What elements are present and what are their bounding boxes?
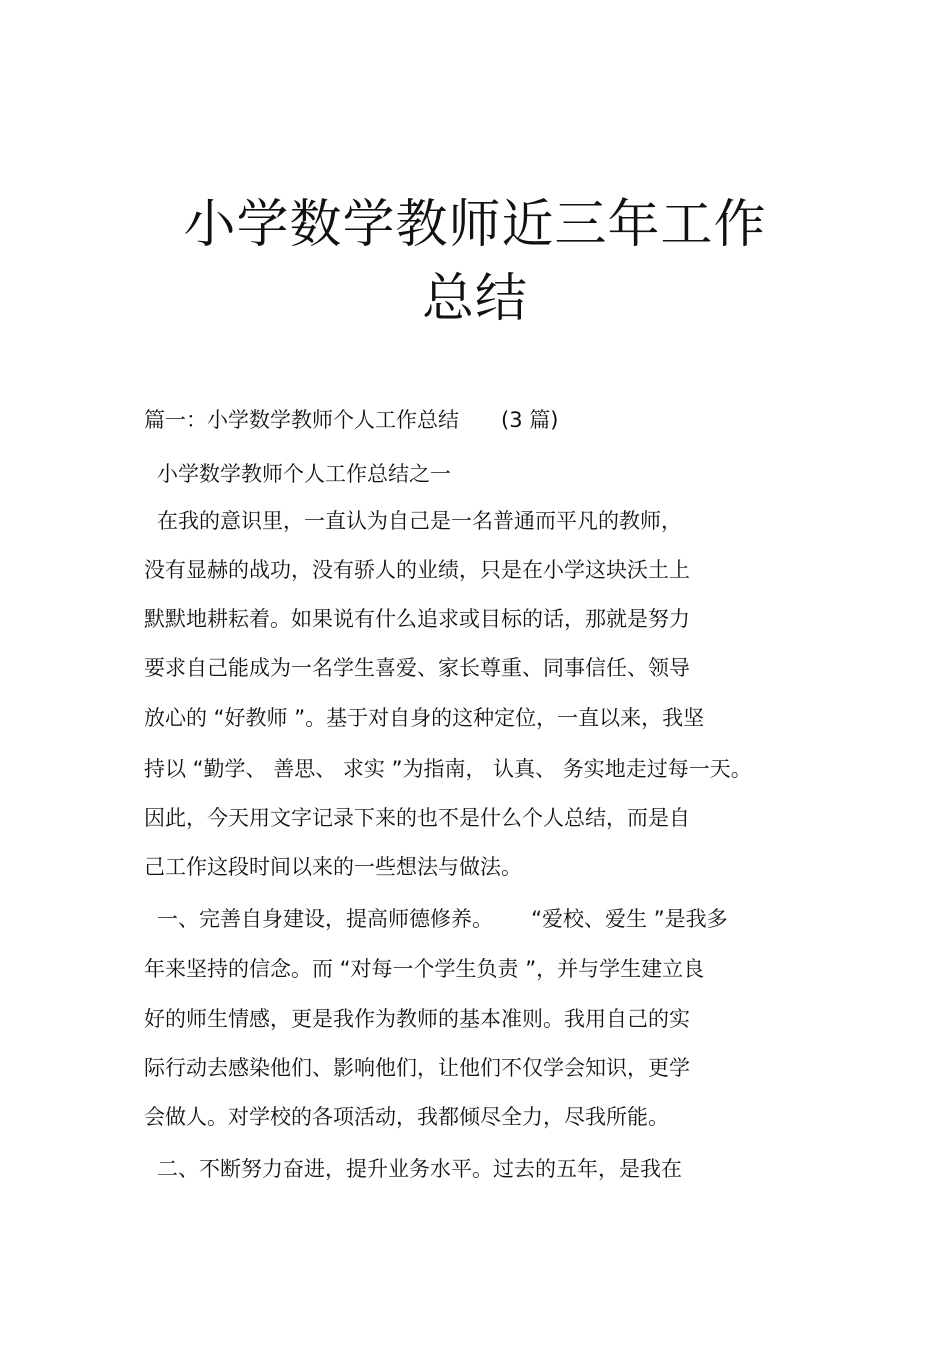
section-heading: 篇一：小学数学教师个人工作总结 (3 篇) bbox=[144, 408, 559, 432]
paragraph-line: 会做人。对学校的各项活动，我都倾尽全力，尽我所能。 bbox=[144, 1105, 669, 1129]
paragraph-line: 要求自己能成为一名学生喜爱、家长尊重、同事信任、领导 bbox=[144, 656, 690, 680]
paragraph-line: 己工作这段时间以来的一些想法与做法。 bbox=[144, 855, 522, 879]
paragraph-line: 在我的意识里，一直认为自己是一名普通而平凡的教师， bbox=[157, 509, 682, 533]
paragraph-line: 一、完善自身建设，提高师德修养。 “爱校、爱生 ”是我多 bbox=[157, 907, 728, 931]
document-title-line-2: 总结 bbox=[421, 269, 528, 329]
paragraph-line: 默默地耕耘着。如果说有什么追求或目标的话，那就是努力 bbox=[144, 607, 690, 631]
document-title-line-1: 小学数学教师近三年工作 bbox=[183, 195, 767, 255]
section-subheading: 小学数学教师个人工作总结之一 bbox=[157, 462, 451, 486]
paragraph-line: 放心的 “好教师 ”。基于对自身的这种定位，一直以来，我坚 bbox=[144, 706, 705, 730]
paragraph-line: 因此，今天用文字记录下来的也不是什么个人总结，而是自 bbox=[144, 806, 690, 830]
paragraph-line: 好的师生情感，更是我作为教师的基本准则。我用自己的实 bbox=[144, 1007, 690, 1031]
paragraph-line: 际行动去感染他们、影响他们，让他们不仅学会知识，更学 bbox=[144, 1056, 690, 1080]
paragraph-line: 持以 “勤学、 善思、 求实 ”为指南， 认真、 务实地走过每一天。 bbox=[144, 757, 752, 781]
paragraph-line: 没有显赫的战功，没有骄人的业绩，只是在小学这块沃土上 bbox=[144, 558, 690, 582]
paragraph-line: 二、不断努力奋进，提升业务水平。过去的五年，是我在 bbox=[157, 1157, 682, 1181]
paragraph-line: 年来坚持的信念。而 “对每一个学生负责 ”，并与学生建立良 bbox=[144, 957, 705, 981]
